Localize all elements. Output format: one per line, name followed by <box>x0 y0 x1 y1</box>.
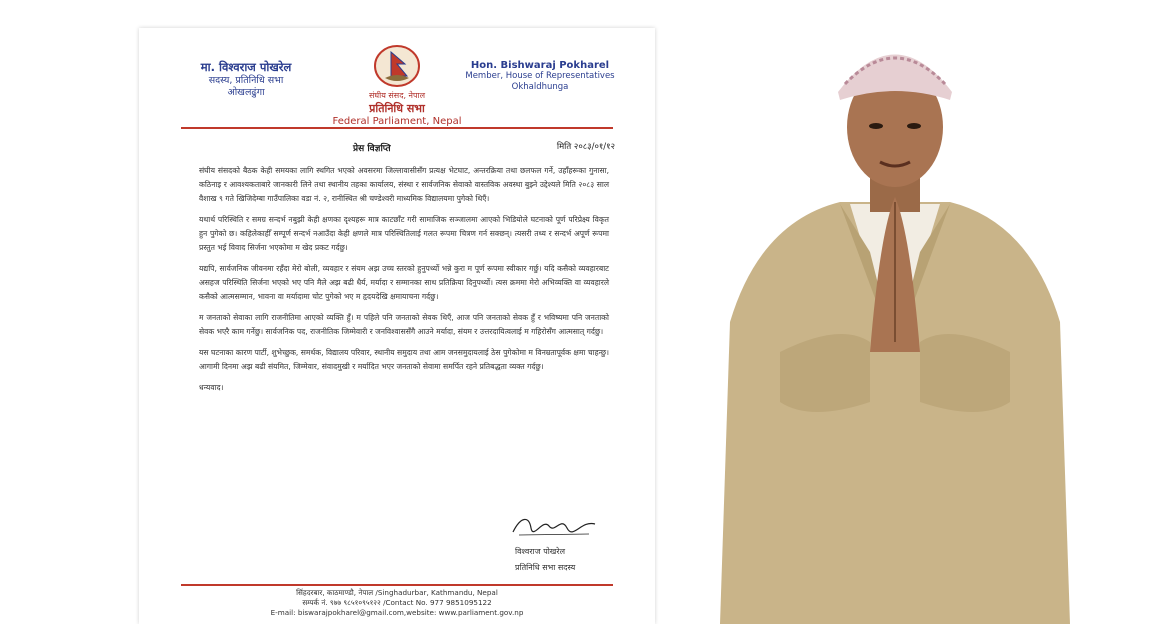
signer-name: विश्वराज पोखरेल <box>515 547 566 556</box>
portrait-photo <box>720 22 1070 624</box>
closing-text: धन्यवाद। <box>199 383 224 392</box>
member-role-en: Member, House of Representatives <box>465 71 615 81</box>
press-release-letter <box>139 28 655 624</box>
parliament-emblem-icon <box>367 42 427 94</box>
paragraph: यस घटनाका कारण पार्टी, शुभेच्छुक, समर्थक, विद्यालय परिवार, स्थानीय समुदाय तथा आम जनसमुदायलाई ठेस पुगेकोमा म विनम्रतापूर्वक क्षमा चाहन्छु। आगामी दिनमा अझ बढी संयमित, जिम्मेवार, संवादमुखी र मर्यादित भएर जनताको सेवामा समर्पित रहने प्रतिबद्धता व्यक्त गर्दछु। <box>199 348 609 371</box>
paragraph: यद्यपि, सार्वजनिक जीवनमा रहँदा मेरो बोली, व्यवहार र संयम अझ उच्च स्तरको हुनुपर्थ्यो भन्ने कुरा म पूर्ण रूपमा स्वीकार गर्छु। यदि कसैको व्यवहारबाट असहज परिस्थिति सिर्जना भएको भए पनि मैले अझ बढी धैर्य, मर्यादा र सम्मानका साथ प्रतिक्रिया दिनुपर्थ्यो। त्यस क्रममा मेरो अभिव्यक्ति वा व्यवहारले कसैको आत्मसम्मान, भावना वा मर्यादामा चोट पुगेको भए म हृदयदेखि क्षमायाचना गर्दछु। <box>199 264 609 301</box>
paragraph: यथार्थ परिस्थिति र समग्र सन्दर्भ नबुझी केही क्षणका दृश्यहरू मात्र काटछाँट गरी सामाजिक सञ्जालमा आएको भिडियोले घटनाको पूर्ण परिप्रेक्ष्य विकृत हुन पुगेको छ। कहिलेकाहीँ सम्पूर्ण सन्दर्भ नआउँदा केही क्षणले मात्र परिस्थितिलाई गलत रूपमा चित्रण गर्न सक्छन्। त्यसरी तथ्य र सन्दर्भ अपूर्ण रूपमा प्रस्तुत भई विवाद सिर्जना भएकोमा म खेद प्रकट गर्दछु। <box>199 215 609 252</box>
doc-title: प्रेस विज्ञप्ति <box>353 144 391 154</box>
signer-role: प्रतिनिधि सभा सदस्य <box>515 563 576 572</box>
member-name-en: Hon. Bishwaraj Pokharel <box>470 60 610 71</box>
header-divider <box>181 127 613 129</box>
header-left <box>181 60 311 99</box>
member-name-np: मा. विश्वराज पोखरेल <box>200 60 292 74</box>
signature-icon <box>509 510 599 540</box>
footer-email: E-mail: biswarajpokharel@gmail.com,website: www.parliament.gov.np <box>270 608 524 617</box>
header-center <box>317 90 477 127</box>
parliament-small: संघीय संसद, नेपाल <box>368 91 426 100</box>
paragraph: संघीय संसदको बैठक केही समयका लागि स्थगित भएको अवसरमा जिल्लावासीसँग प्रत्यक्ष भेटघाट, अन्तरक्रिया तथा छलफल गर्ने, उहाँहरूका गुनासा, कठिनाइ र आवश्यकताबारे जानकारी लिने तथा स्थानीय तहका कार्यालय, संस्था र सार्वजनिक सेवाको वास्तविक अवस्था बुझ्ने उद्देश्यले मिति २०८३ साल वैशाख ९ गते खिजिदेम्बा गाउँपालिका वडा नं. २, रानीस्थित श्री चण्डेश्वरी माध्यमिक विद्यालयमा पुगेको थिएँ। <box>199 166 609 203</box>
footer-address: सिंहदरबार, काठमाण्डौ, नेपाल /Singhadurbar, Kathmandu, Nepal <box>296 588 498 597</box>
parliament-title: प्रतिनिधि सभा <box>369 102 425 115</box>
member-role-np: सदस्य, प्रतिनिधि सभा <box>208 75 284 86</box>
paragraph: म जनताको सेवाका लागि राजनीतिमा आएको व्यक्ति हुँ। म पहिले पनि जनताको सेवक थिएँ, आज पनि जनताको सेवक हुँ र भविष्यमा पनि जनताको सेवक भएरै काम गर्नेछु। सार्वजनिक पद, राजनीतिक जिम्मेवारी र जनविश्वाससँगै आउने मर्यादा, संयम र उत्तरदायित्वलाई म गहिरोसँग आत्मसात् गर्दछु। <box>199 313 609 336</box>
signer-block <box>515 544 575 576</box>
member-place-en: Okhaldhunga <box>511 82 569 92</box>
member-place-np: ओखलढुंगा <box>227 87 265 98</box>
footer <box>181 588 613 618</box>
footer-contact: सम्पर्क नं. ९७७ ९८५१०९५१२२ /Contact No. 977 9851095122 <box>302 598 492 607</box>
footer-divider <box>181 584 613 586</box>
doc-body <box>199 164 609 402</box>
parliament-en: Federal Parliament, Nepal <box>332 116 462 127</box>
doc-date: मिति २०८३/०१/१२ <box>556 142 615 152</box>
header-right <box>465 60 615 93</box>
